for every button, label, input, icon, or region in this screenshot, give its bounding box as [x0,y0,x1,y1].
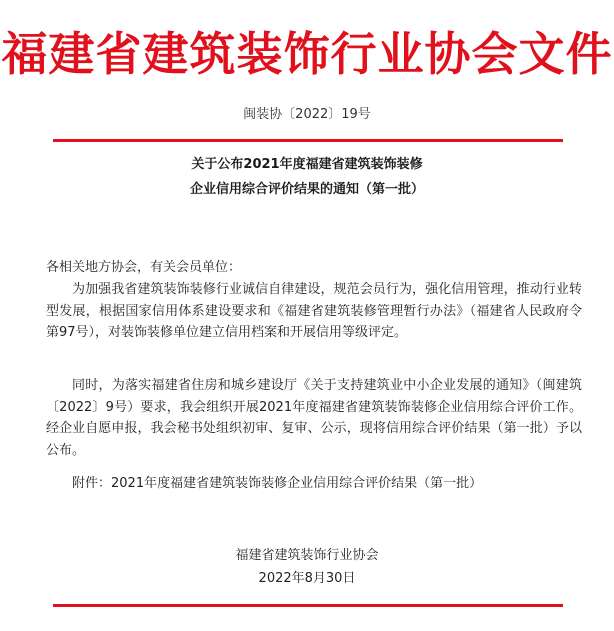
body-paragraph-1: 为加强我省建筑装饰装修行业诚信自律建设，规范会员行为，强化信用管理，推动行业转型发展，根据国家信用体系建设要求和《福建省建筑装修管理暂行办法》（福建省人民政府令第97号），对装饰装修单位建立信用档案和开展信用等级评定。 [46,282,582,340]
document-masthead: 福建省建筑装饰行业协会文件 [1,27,613,81]
issuing-organization: 福建省建筑装饰行业协会 [235,548,379,563]
document-number: 闽装协〔2022〕19号 [243,107,371,122]
notice-title-line-1: 关于公布2021年度福建省建筑装饰装修 [191,157,423,172]
attachment-note: 附件：2021年度福建省建筑装饰装修企业信用综合评价结果（第一批） [72,476,483,491]
issue-date: 2022年8月30日 [258,571,356,586]
salutation: 各相关地方协会，有关会员单位： [46,260,242,275]
footer-divider [53,604,563,607]
notice-title-line-2: 企业信用综合评价结果的通知（第一批） [189,182,424,197]
body-paragraph-2: 同时，为落实福建省住房和城乡建设厅《关于支持建筑业中小企业发展的通知》（闽建筑〔2022〕9号）要求，我会组织开展2021年度福建省建筑装饰装修企业信用综合评价工作。经企业自愿申报，我会秘书处组织初审、复审、公示，现将信用综合评价结果（第一批）予以公布。 [46,378,582,458]
header-divider [53,139,563,142]
